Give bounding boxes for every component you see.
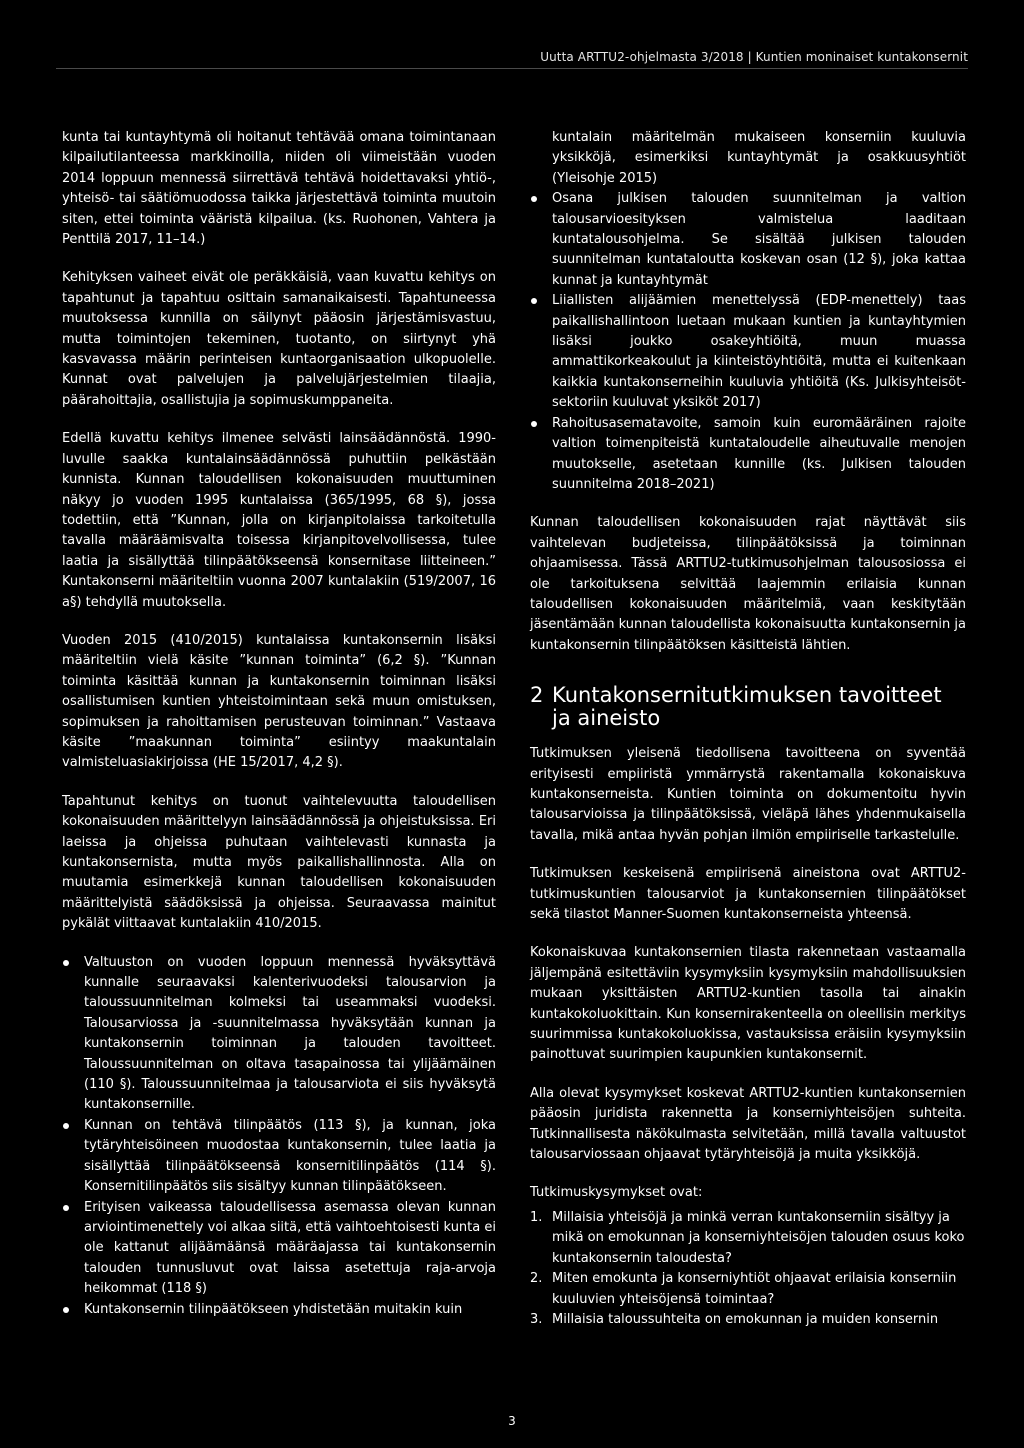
list-item: Osana julkisen talouden suunnitelman ja valtion talousarvioesityksen valmistelua laaditaan kuntatalousohjelma. Se sisältää julkisen talouden suunnitelman kuntataloutta koskevan osan (12 §), joka kattaa kunnat ja kuntayhtymät [530, 189, 966, 291]
research-questions [530, 1208, 966, 1330]
list-item-continuation [530, 128, 966, 189]
paragraph: kunta tai kuntayhtymä oli hoitanut tehtävää omana toimintanaan kilpailutilanteessa markkinoilla, niiden oli viimeistään vuoden 2014 loppuun mennessä siirrettävä tehtävä hoidettavaksi yhtiö-, yhteisö- tai säätiömuodossa taikka järjestettävä toiminta muutoin siten, ettei toiminta vääristä kilpailua. (ks. Ruohonen, Vahtera ja Penttilä 2017, 11–14.) [62, 130, 496, 248]
list-item: Liiallisten alijäämien menettelyssä (EDP-menettely) taas paikallishallintoon luetaan mukaan kuntien ja kuntayhtymien lisäksi joukko osakeyhtiöitä, muun muassa ammattikorkeakoulut ja kiinteistöyhtiöitä, mutta ei kuitenkaan kaikkia kuntakonserneihin kuuluvia yhtiöitä (Ks. Julkisyhteisöt-sektoriin kuuluvat yksiköt 2017) [530, 291, 966, 413]
list-item: Kunnan on tehtävä tilinpäätös (113 §), ja kunnan, joka tytäryhteisöineen muodostaa kuntakonsernin, tulee laatia ja sisällyttää tilinpäätökseensä konsernitilinpäätös (114 §). Konsernitilinpäätös siis sisältyy kunnan tilinpäätökseen. [62, 1116, 496, 1198]
paragraph: Kunnan taloudellisen kokonaisuuden rajat näyttävät siis vaihtelevan budjeteissa, tilinpäätöksissä ja toiminnan ohjaamisessa. Tässä ARTTU2-tutkimusohjelman talousosiossa ei ole tarkoituksena selvittää laajemmin erilaisia kunnan taloudellisen kokonaisuuden määritelmiä, vaan keskitytään jäsentämään kunnan taloudellista kokonaisuutta kuntakonsernin ja kuntakonsernin tilinpäätöksen käsitteistä lähtien. [530, 515, 966, 653]
running-header: Uutta ARTTU2-ohjelmasta 3/2018 | Kuntien moninaiset kuntakonsernit [540, 50, 968, 64]
paragraph: Kokonaiskuvaa kuntakonsernien tilasta rakennetaan vastaamalla jäljempänä esitettäviin kysymyksiin kysymyksiin mahdollisuuksien mukaan yksittäisten ARTTU2-kuntien tasolla tai ainakin kuntakokoluokittain. Kun konsernirakenteella on oleellisin merkitys suurimmissa kuntakokoluokissa, vastauksissa eräisiin kysymyksiin painottuvat suurimpien kaupunkien kuntakonsernit. [530, 945, 966, 1063]
question-number: 3. [530, 1311, 543, 1327]
section-title: Kuntakonsernitutkimuksen tavoitteet ja aineisto [552, 683, 942, 731]
question-item [530, 1269, 966, 1310]
list-item: Valtuuston on vuoden loppuun mennessä hyväksyttävä kunnalle seuraavaksi kalenterivuodeksi talousarvion ja taloussuunnitelman kolmeksi tai useammaksi vuodeksi. Talousarviossa ja -suunnitelmassa hyväksytään kunnan ja kuntakonsernin toiminnan ja talouden tavoitteet. Taloussuunnitelman on oltava tasapainossa tai ylijäämäinen (110 §). Taloussuunnitelmaa ja talousarviota ei siis hyväksytä kuntakonsernille. [62, 953, 496, 1116]
question-item [530, 1208, 966, 1269]
paragraph: Tutkimuksen yleisenä tiedollisena tavoitteena on syventää erityisesti empiiristä ymmärrystä rakentamalla kokonaiskuva kuntakonserneista. Kuntien toiminta on dokumentoitu hyvin talousarvioissa ja tilinpäätöksissä, vieläpä lähes yhdenmukaisella tavalla, mikä antaa hyvän pohjan ilmiön empiiriselle tarkastelulle. [530, 746, 966, 843]
paragraph: Vuoden 2015 (410/2015) kuntalaissa kuntakonsernin lisäksi määriteltiin vielä käsite ”kunnan toiminta” (6,2 §). ”Kunnan toiminta käsittää kunnan ja kuntakonsernin toiminnan lisäksi osallistumisen kuntien yhteistoimintaan sekä muun omistuksen, sopimuksen ja rahoittamisen perusteuvan toiminnan.” Vastaava käsite ”maakunnan toiminta” esiintyy maakuntalain valmisteluasiakirjoissa (HE 15/2017, 4,2 §). [62, 632, 496, 771]
list-item: Erityisen vaikeassa taloudellisessa asemassa olevan kunnan arviointimenettely voi alkaa siitä, että vaihtoehtoisesti kunta ei ole kattanut alijäämäänsä määräajassa tai kuntakonsernin talouden tunnusluvut ovat laissa asetettuja raja-arvoja heikommat (118 §) [62, 1198, 496, 1300]
paragraph: Tutkimuksen keskeisenä empiirisenä aineistona ovat ARTTU2-tutkimuskuntien talousarviot ja kuntakonsernien tilinpäätökset sekä tilastot Manner-Suomen kuntakonserneista yhteensä. [530, 866, 966, 922]
section-number: 2 [530, 683, 544, 708]
paragraph: Kehityksen vaiheet eivät ole peräkkäisiä, vaan kuvattu kehitys on tapahtunut ja tapahtuu osittain samanaikaisesti. Tapahtuneessa muutoksessa kunnilla on säilynyt pääosin järjestämisvastuu, mutta toimintojen tekeminen, tuotanto, on siirtynyt yhä kasvavassa määrin perinteisen kuntaorganisaation ulkopuolelle. Kunnat ovat palvelujen ja palvelujärjestelmien tilaajia, päärahoittajia, osallistujia ja sopimuskumppaneita. [62, 270, 496, 408]
paragraph: Edellä kuvattu kehitys ilmenee selvästi lainsäädännöstä. 1990-luvulle saakka kuntalainsäädännössä puhuttiin pelkästään kunnista. Kunnan taloudellisen kokonaisuuden muuttuminen näkyy jo vuoden 1995 kuntalaissa (365/1995, 68 §), jossa todettiin, että ”Kunnan, jolla on kirjanpitolaissa tarkoitetulla tavalla määräämisvalta toisessa kirjanpitovelvollisessa, tulee laatia ja sisällyttää tilinpäätökseensä konsernitase liitteineen.” Kuntakonserni määriteltiin vuonna 2007 kuntalakiin (519/2007, 16 a§) tehdyllä muutoksella. [62, 431, 496, 610]
right-column [530, 128, 966, 1330]
list-item: Rahoitusasematavoite, samoin kuin euromääräinen rajoite valtion toimenpiteistä kuntataloudelle aiheutuvalle menojen muutokselle, asetetaan kunnille (ks. Julkisen talouden suunnitelma 2018–2021) [530, 414, 966, 496]
question-item [530, 1310, 966, 1330]
question-number: 2. [530, 1271, 543, 1287]
paragraph: Tapahtunut kehitys on tuonut vaihtelevuutta taloudellisen kokonaisuuden määrittelyyn lainsäädännössä ja ohjeistuksissa. Eri laeissa ja ohjeissa puhutaan vaihtelevasti kunnasta ja kuntakonsernista, mutta myös paikallishallinnosta. Alla on muutamia esimerkkejä kunnan taloudellisen kokonaisuuden määrittelyistä säädöksissä ja ohjeissa. Seuraavassa mainitut pykälät viittaavat kuntalakiin 410/2015. [62, 793, 496, 932]
questions-intro: Tutkimuskysymykset ovat: [530, 1185, 703, 1201]
header-divider [56, 68, 968, 69]
section-heading [530, 684, 966, 730]
left-column [62, 128, 496, 1338]
page-number: 3 [508, 1414, 516, 1428]
question-text: Miten emokunta ja konserniyhtiöt ohjaavat erilaisia konserniin kuuluvien yhteisöjensä toimintaa? [552, 1271, 957, 1307]
list-item-text: kuntalain määritelmän mukaiseen konserniin kuuluvia yksikköjä, esimerkiksi kuntayhtymät ja osakkuusyhtiöt (Yleisohje 2015) [552, 130, 966, 186]
question-text: Millaisia yhteisöjä ja minkä verran kuntakonserniin sisältyy ja mikä on emokunnan ja konserniyhteisöjen talouden osuus koko kuntakonsernin taloudesta? [552, 1209, 965, 1266]
bullet-list [62, 953, 496, 1320]
question-number: 1. [530, 1209, 543, 1225]
list-item: Kuntakonsernin tilinpäätökseen yhdistetään muitakin kuin [62, 1300, 496, 1320]
question-text: Millaisia taloussuhteita on emokunnan ja muiden konsernin [552, 1311, 939, 1327]
bullet-list [530, 128, 966, 495]
paragraph: Alla olevat kysymykset koskevat ARTTU2-kuntien kuntakonsernien pääosin juridista rakennetta ja konserniyhteisöjen suhteita. Tutkinnallisesta näkökulmasta selvitetään, millä tavalla valtuustot talousarviossaan ohjaavat tytäryhteisöjä ja muita yksikköjä. [530, 1085, 966, 1163]
